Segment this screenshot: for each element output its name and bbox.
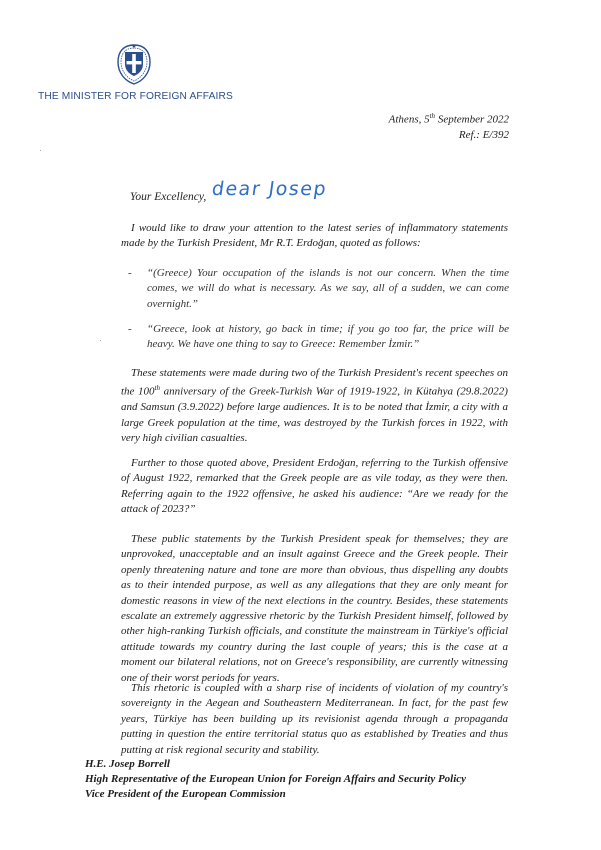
addressee-title: High Representative of the European Union for Foreign Affairs and Security Policy (85, 773, 467, 785)
date-reference-block (389, 109, 509, 143)
reference-number: Ref.: E/392 (458, 128, 509, 141)
quote-bullet: - (128, 267, 132, 279)
scan-speck (40, 150, 41, 151)
paragraph-further-remarks: Further to those quoted above, President Erdoğan, referring to the Turkish offensive of August 1922, remarked that the Greek people are as vile today, as they were then. Referring again to the 1922 offensive, he asked his audience: “Are we ready for the attack of 2023?” (121, 457, 508, 516)
quote-bullet: - (128, 323, 132, 335)
intro-paragraph: I would like to draw your attention to the latest series of inflammatory statements made by the Turkish President, Mr R.T. Erdoğan, quoted as follows: (121, 222, 508, 250)
place-date: Athens, 5th September 2022 (388, 112, 509, 126)
quote-1: “(Greece) Your occupation of the islands is not our concern. When the time comes, we will do what is necessary. As we say, all of a sudden, we can come overnight.” (147, 267, 509, 310)
handwritten-greeting: dear Josep (210, 178, 329, 200)
paragraph-sovereignty: This rhetoric is coupled with a sharp rise of incidents of violation of my country's sovereignty in the Aegean and Southeastern Mediterranean. In fact, for the past few years, Türkiye has been building up its revisionist agenda through a propaganda putting in question the entire territorial status quo as established by Treaties and thus putting at risk regional security and stability. (121, 682, 508, 756)
ministry-heading: THE MINISTER FOR FOREIGN AFFAIRS (38, 91, 233, 102)
quote-2: “Greece, look at history, go back in time; if you go too far, the price will be heavy. We have one thing to say to Greece: Remember İzmir.” (147, 323, 509, 351)
salutation: Your Excellency, (130, 191, 207, 203)
greek-coat-of-arms-icon (114, 42, 154, 86)
addressee-block (85, 757, 466, 802)
addressee-title-2: Vice President of the European Commission (85, 788, 286, 800)
paragraph-assessment: These public statements by the Turkish President speak for themselves; they are unprovoked, unacceptable and an insult against Greece and the Greek people. Their openly threatening nature and tone are more than obvious, thus dispelling any doubts as to their intended purpose, as well as any allegations that they are only meant for domestic reasons in view of the next elections in the country. Besides, these statements escalate an extremely aggressive rhetoric by the Turkish President himself, followed by other high-ranking Turkish officials, and constitute the mainstream in Türkiye's official attitude towards my country during the last couple of years; this is the case at a moment our bilateral relations, not on Greece's responsibility, are currently witnessing one of their worst periods for years. (121, 533, 508, 684)
addressee-name: H.E. Josep Borrell (85, 758, 170, 770)
scan-speck (100, 340, 101, 341)
paragraph-statements-context: These statements were made during two of the Turkish President's recent speeches on the 100th anniversary of the Greek-Turkish War of 1919-1922, in Kütahya (29.8.2022) and Samsun (3.9.2022) before large audiences. It is to be noted that İzmir, a city with a large Greek population at the time, was destroyed by the Turkish forces in 1922, with very high civilian casualties. (121, 367, 508, 445)
